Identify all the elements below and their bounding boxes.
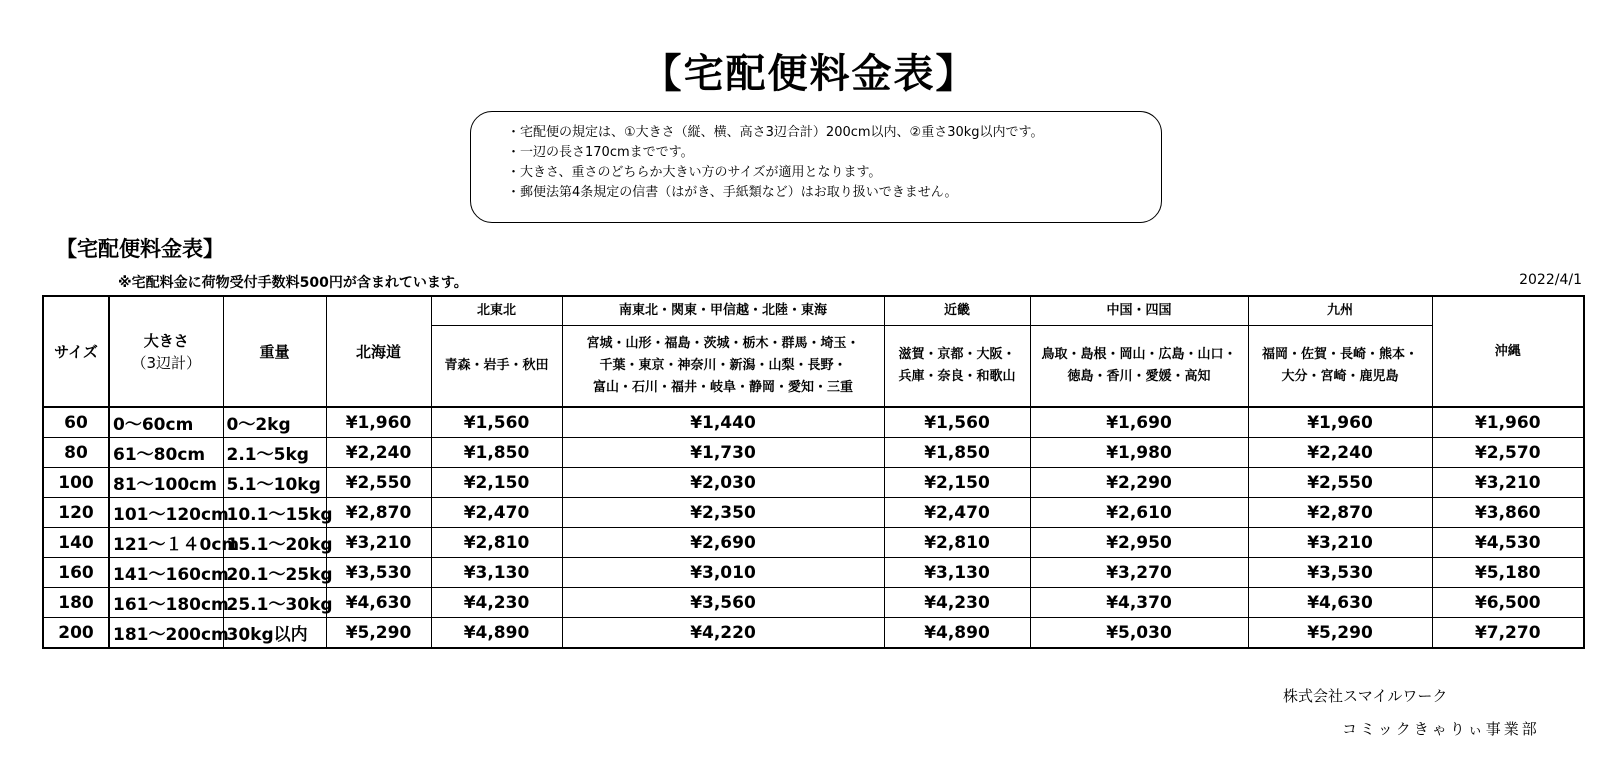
- cell-dimension: 121～１４0cm: [109, 528, 223, 558]
- cell-minami: ¥1,730: [562, 438, 884, 468]
- cell-okinawa: ¥6,500: [1432, 588, 1584, 618]
- cell-weight: 5.1～10kg: [223, 468, 326, 498]
- cell-weight: 15.1～20kg: [223, 528, 326, 558]
- cell-size: 60: [43, 407, 109, 438]
- table-row: [43, 618, 1584, 649]
- cell-kinki: ¥1,850: [884, 438, 1030, 468]
- cell-okinawa: ¥4,530: [1432, 528, 1584, 558]
- division-name: コミックきゃりぃ事業部: [1342, 720, 1540, 738]
- cell-size: 120: [43, 498, 109, 528]
- cell-kitatohoku: ¥2,470: [431, 498, 562, 528]
- page-title: 【宅配便料金表】: [641, 51, 978, 97]
- header-weight: 重量: [223, 296, 326, 407]
- cell-hokkaido: ¥2,550: [326, 468, 431, 498]
- cell-weight: 20.1～25kg: [223, 558, 326, 588]
- cell-hokkaido: ¥1,960: [326, 407, 431, 438]
- cell-kyushu: ¥4,630: [1248, 588, 1432, 618]
- header-okinawa: 沖縄: [1432, 296, 1584, 407]
- cell-kinki: ¥2,810: [884, 528, 1030, 558]
- prefectures-kinki: [884, 326, 1030, 408]
- cell-okinawa: ¥7,270: [1432, 618, 1584, 649]
- cell-okinawa: ¥1,960: [1432, 407, 1584, 438]
- prefecture-line: 宮城・山形・福島・茨城・栃木・群馬・埼玉・: [586, 336, 860, 351]
- cell-dimension: 0～60cm: [109, 407, 223, 438]
- cell-chugoku: ¥4,370: [1030, 588, 1248, 618]
- cell-kyushu: ¥2,870: [1248, 498, 1432, 528]
- cell-size: 200: [43, 618, 109, 649]
- cell-chugoku: ¥2,950: [1030, 528, 1248, 558]
- header-dimension: [109, 296, 223, 407]
- prefecture-line: 千葉・東京・神奈川・新潟・山梨・長野・: [599, 358, 847, 373]
- section-title: 【宅配便料金表】: [56, 237, 224, 261]
- cell-dimension: 81～100cm: [109, 468, 223, 498]
- cell-dimension: 61～80cm: [109, 438, 223, 468]
- cell-okinawa: ¥5,180: [1432, 558, 1584, 588]
- cell-kitatohoku: ¥2,810: [431, 528, 562, 558]
- cell-kinki: ¥4,890: [884, 618, 1030, 649]
- header-hokkaido: 北海道: [326, 296, 431, 407]
- cell-size: 140: [43, 528, 109, 558]
- header-minami-tohoku-kanto: 南東北・関東・甲信越・北陸・東海: [562, 296, 884, 326]
- cell-size: 180: [43, 588, 109, 618]
- cell-dimension: 181～200cm: [109, 618, 223, 649]
- cell-kitatohoku: ¥1,850: [431, 438, 562, 468]
- cell-size: 160: [43, 558, 109, 588]
- prefecture-line: 大分・宮崎・鹿児島: [1281, 369, 1399, 384]
- table-row: [43, 498, 1584, 528]
- cell-kinki: ¥3,130: [884, 558, 1030, 588]
- cell-kyushu: ¥3,530: [1248, 558, 1432, 588]
- table-row: [43, 468, 1584, 498]
- prefectures-minami: [562, 326, 884, 408]
- cell-chugoku: ¥1,980: [1030, 438, 1248, 468]
- cell-chugoku: ¥1,690: [1030, 407, 1248, 438]
- cell-okinawa: ¥2,570: [1432, 438, 1584, 468]
- rule-line: ・宅配便の規定は、①大きさ（縦、横、高さ3辺合計）200cm以内、②重さ30kg以内です。: [507, 125, 1044, 140]
- table-row: [43, 407, 1584, 438]
- cell-hokkaido: ¥5,290: [326, 618, 431, 649]
- table-row: [43, 528, 1584, 558]
- cell-hokkaido: ¥2,240: [326, 438, 431, 468]
- header-kitatohoku: 北東北: [431, 296, 562, 326]
- prefectures-chugoku: [1030, 326, 1248, 408]
- cell-okinawa: ¥3,210: [1432, 468, 1584, 498]
- header-chugoku-shikoku: 中国・四国: [1030, 296, 1248, 326]
- header-dimension-line2: （3辺計）: [131, 353, 202, 372]
- cell-weight: 25.1～30kg: [223, 588, 326, 618]
- cell-chugoku: ¥5,030: [1030, 618, 1248, 649]
- cell-kitatohoku: ¥4,230: [431, 588, 562, 618]
- cell-minami: ¥4,220: [562, 618, 884, 649]
- cell-kitatohoku: ¥3,130: [431, 558, 562, 588]
- cell-hokkaido: ¥3,530: [326, 558, 431, 588]
- prefectures-kitatohoku: 青森・岩手・秋田: [431, 326, 562, 408]
- cell-kitatohoku: ¥4,890: [431, 618, 562, 649]
- cell-weight: 10.1～15kg: [223, 498, 326, 528]
- header-kyushu: 九州: [1248, 296, 1432, 326]
- cell-dimension: 101～120cm: [109, 498, 223, 528]
- prefecture-line: 兵庫・奈良・和歌山: [898, 369, 1016, 384]
- cell-chugoku: ¥2,610: [1030, 498, 1248, 528]
- header-size: サイズ: [43, 296, 109, 407]
- rule-line: ・大きさ、重さのどちらか大きい方のサイズが適用となります。: [507, 165, 882, 180]
- cell-kinki: ¥2,150: [884, 468, 1030, 498]
- cell-chugoku: ¥3,270: [1030, 558, 1248, 588]
- cell-kyushu: ¥2,240: [1248, 438, 1432, 468]
- cell-minami: ¥2,030: [562, 468, 884, 498]
- cell-minami: ¥1,440: [562, 407, 884, 438]
- cell-size: 80: [43, 438, 109, 468]
- prefecture-line: 滋賀・京都・大阪・: [898, 347, 1016, 362]
- fee-note: ※宅配料金に荷物受付手数料500円が含まれています。: [118, 275, 468, 291]
- cell-kitatohoku: ¥2,150: [431, 468, 562, 498]
- header-dimension-line1: 大きさ: [143, 331, 189, 350]
- prefecture-line: 福岡・佐賀・長崎・熊本・: [1261, 347, 1418, 362]
- cell-kitatohoku: ¥1,560: [431, 407, 562, 438]
- cell-kyushu: ¥1,960: [1248, 407, 1432, 438]
- rate-table: [42, 295, 1585, 649]
- cell-hokkaido: ¥4,630: [326, 588, 431, 618]
- rule-line: ・一辺の長さ170cmまでです。: [507, 145, 694, 160]
- shipping-rules-box: [470, 111, 1162, 223]
- cell-chugoku: ¥2,290: [1030, 468, 1248, 498]
- cell-okinawa: ¥3,860: [1432, 498, 1584, 528]
- rule-line: ・郵便法第4条規定の信書（はがき、手紙類など）はお取り扱いできません。: [507, 185, 958, 200]
- cell-kinki: ¥1,560: [884, 407, 1030, 438]
- company-name: 株式会社スマイルワーク: [1283, 687, 1448, 705]
- cell-hokkaido: ¥2,870: [326, 498, 431, 528]
- cell-minami: ¥2,350: [562, 498, 884, 528]
- cell-weight: 0～2kg: [223, 407, 326, 438]
- cell-kinki: ¥2,470: [884, 498, 1030, 528]
- cell-kinki: ¥4,230: [884, 588, 1030, 618]
- effective-date: 2022/4/1: [1519, 272, 1582, 288]
- cell-kyushu: ¥2,550: [1248, 468, 1432, 498]
- cell-kyushu: ¥3,210: [1248, 528, 1432, 558]
- header-kinki: 近畿: [884, 296, 1030, 326]
- prefecture-line: 鳥取・島根・岡山・広島・山口・: [1041, 347, 1237, 362]
- cell-minami: ¥3,010: [562, 558, 884, 588]
- prefecture-line: 富山・石川・福井・岐阜・静岡・愛知・三重: [592, 380, 853, 395]
- cell-minami: ¥2,690: [562, 528, 884, 558]
- table-row: [43, 558, 1584, 588]
- cell-dimension: 141～160cm: [109, 558, 223, 588]
- cell-dimension: 161～180cm: [109, 588, 223, 618]
- cell-size: 100: [43, 468, 109, 498]
- cell-minami: ¥3,560: [562, 588, 884, 618]
- prefectures-kyushu: [1248, 326, 1432, 408]
- cell-hokkaido: ¥3,210: [326, 528, 431, 558]
- prefecture-line: 徳島・香川・愛媛・高知: [1067, 369, 1211, 384]
- cell-kyushu: ¥5,290: [1248, 618, 1432, 649]
- table-row: [43, 588, 1584, 618]
- table-row: [43, 438, 1584, 468]
- cell-weight: 2.1～5kg: [223, 438, 326, 468]
- cell-weight: 30kg以内: [223, 618, 326, 649]
